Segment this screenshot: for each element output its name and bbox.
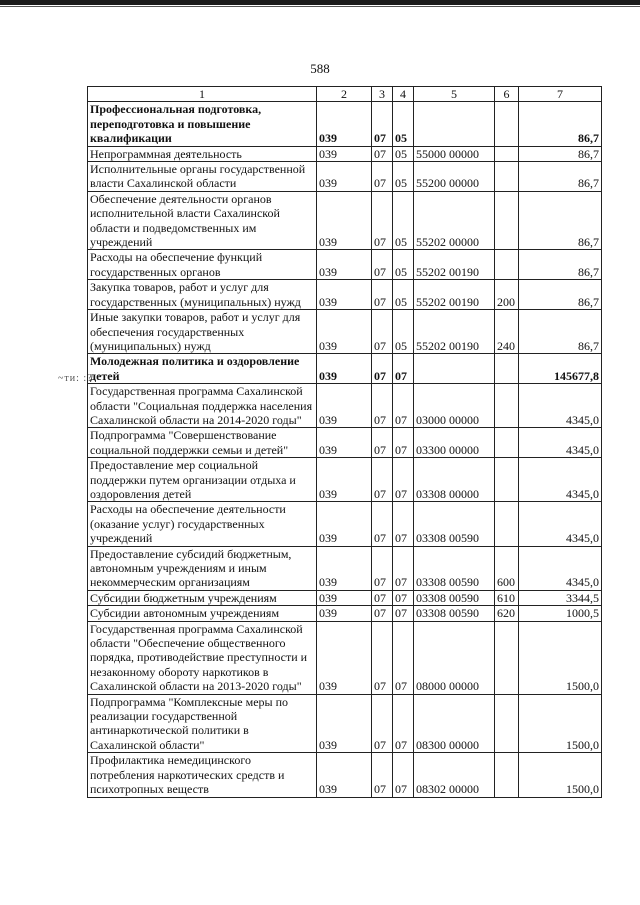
row-expense-type-cell — [495, 384, 519, 428]
column-header: 6 — [495, 87, 519, 102]
row-expense-type-cell: 600 — [495, 546, 519, 590]
page-number: 588 — [310, 61, 330, 76]
row-subsection-cell: 07 — [393, 753, 414, 797]
row-expense-type-cell — [495, 191, 519, 250]
row-amount-cell: 86,7 — [519, 191, 602, 250]
row-section-cell: 07 — [372, 191, 393, 250]
row-expense-type-cell — [495, 694, 519, 753]
row-code-cell: 039 — [317, 102, 372, 146]
row-name-cell: Иные закупки товаров, работ и услуг для обеспечения государственных (муниципальных) нужд — [88, 310, 317, 354]
row-code-cell: 039 — [317, 621, 372, 694]
row-code-cell: 039 — [317, 162, 372, 192]
row-subsection-cell: 05 — [393, 191, 414, 250]
row-name-cell: Закупка товаров, работ и услуг для государственных (муниципальных) нужд — [88, 280, 317, 310]
row-name-cell: Государственная программа Сахалинской области "Обеспечение общественного порядка, противодействие преступности и незаконному обороту наркотиков в Сахалинской области на 2013-2020 годы" — [88, 621, 317, 694]
row-expense-type-cell — [495, 146, 519, 161]
row-section-cell: 07 — [372, 146, 393, 161]
table-row — [88, 250, 602, 280]
row-code-cell: 039 — [317, 191, 372, 250]
row-subsection-cell: 07 — [393, 546, 414, 590]
row-amount-cell: 86,7 — [519, 280, 602, 310]
row-code-cell: 039 — [317, 546, 372, 590]
table-row — [88, 606, 602, 621]
table-row — [88, 146, 602, 161]
row-target-article-cell: 03308 00590 — [414, 590, 495, 605]
row-amount-cell: 4345,0 — [519, 546, 602, 590]
row-amount-cell: 4345,0 — [519, 502, 602, 546]
row-expense-type-cell: 240 — [495, 310, 519, 354]
table-row — [88, 502, 602, 546]
row-expense-type-cell: 610 — [495, 590, 519, 605]
row-expense-type-cell — [495, 102, 519, 146]
row-section-cell: 07 — [372, 354, 393, 384]
row-subsection-cell: 05 — [393, 250, 414, 280]
row-subsection-cell: 07 — [393, 621, 414, 694]
table-row — [88, 694, 602, 753]
row-expense-type-cell — [495, 753, 519, 797]
row-name-cell: Расходы на обеспечение деятельности (оказание услуг) государственных учреждений — [88, 502, 317, 546]
budget-table — [87, 86, 602, 798]
row-amount-cell: 1500,0 — [519, 621, 602, 694]
row-subsection-cell: 07 — [393, 590, 414, 605]
row-amount-cell: 86,7 — [519, 250, 602, 280]
row-name-cell: Подпрограмма "Комплексные меры по реализации государственной антинаркотической политики в Сахалинской области" — [88, 694, 317, 753]
row-name-cell: Подпрограмма "Совершенствование социальной поддержки семьи и детей" — [88, 428, 317, 458]
row-subsection-cell: 07 — [393, 354, 414, 384]
top-border-rule — [0, 0, 640, 5]
row-code-cell: 039 — [317, 753, 372, 797]
row-section-cell: 07 — [372, 546, 393, 590]
table-row — [88, 162, 602, 192]
column-header: 4 — [393, 87, 414, 102]
row-subsection-cell: 07 — [393, 694, 414, 753]
row-name-cell: Расходы на обеспечение функций государственных органов — [88, 250, 317, 280]
row-subsection-cell: 05 — [393, 146, 414, 161]
row-code-cell: 039 — [317, 310, 372, 354]
top-border-rule-thin — [0, 6, 640, 7]
row-amount-cell: 86,7 — [519, 310, 602, 354]
row-section-cell: 07 — [372, 753, 393, 797]
row-name-cell: Обеспечение деятельности органов исполнительной власти Сахалинской области и подведомственных им учреждений — [88, 191, 317, 250]
row-subsection-cell: 07 — [393, 384, 414, 428]
column-header: 1 — [88, 87, 317, 102]
table-row — [88, 590, 602, 605]
table-row — [88, 191, 602, 250]
row-code-cell: 039 — [317, 146, 372, 161]
row-subsection-cell: 05 — [393, 102, 414, 146]
row-amount-cell: 86,7 — [519, 146, 602, 161]
row-target-article-cell: 55202 00190 — [414, 280, 495, 310]
row-expense-type-cell — [495, 354, 519, 384]
row-subsection-cell: 07 — [393, 428, 414, 458]
row-expense-type-cell — [495, 250, 519, 280]
column-header: 5 — [414, 87, 495, 102]
row-subsection-cell: 07 — [393, 606, 414, 621]
row-target-article-cell: 08302 00000 — [414, 753, 495, 797]
row-section-cell: 07 — [372, 590, 393, 605]
row-amount-cell: 145677,8 — [519, 354, 602, 384]
row-name-cell: Предоставление субсидий бюджетным, автономным учреждениям и иным некоммерческим организациям — [88, 546, 317, 590]
row-amount-cell: 86,7 — [519, 162, 602, 192]
column-header: 7 — [519, 87, 602, 102]
table-row — [88, 753, 602, 797]
row-target-article-cell: 55000 00000 — [414, 146, 495, 161]
table-row — [88, 546, 602, 590]
row-target-article-cell: 03308 00000 — [414, 458, 495, 502]
row-target-article-cell: 03308 00590 — [414, 606, 495, 621]
row-name-cell: Профилактика немедицинского потребления наркотических средств и психотропных веществ — [88, 753, 317, 797]
row-amount-cell: 86,7 — [519, 102, 602, 146]
row-expense-type-cell: 620 — [495, 606, 519, 621]
row-section-cell: 07 — [372, 280, 393, 310]
row-expense-type-cell — [495, 621, 519, 694]
row-section-cell: 07 — [372, 428, 393, 458]
table-row — [88, 458, 602, 502]
row-target-article-cell: 55202 00190 — [414, 250, 495, 280]
row-amount-cell: 3344,5 — [519, 590, 602, 605]
row-name-cell: Профессиональная подготовка, переподготовка и повышение квалификации — [88, 102, 317, 146]
row-code-cell: 039 — [317, 502, 372, 546]
row-code-cell: 039 — [317, 590, 372, 605]
row-name-cell: Молодежная политика и оздоровление детей — [88, 354, 317, 384]
table-row — [88, 310, 602, 354]
row-code-cell: 039 — [317, 694, 372, 753]
row-section-cell: 07 — [372, 250, 393, 280]
row-code-cell: 039 — [317, 458, 372, 502]
row-name-cell: Непрограммная деятельность — [88, 146, 317, 161]
row-section-cell: 07 — [372, 384, 393, 428]
row-subsection-cell: 05 — [393, 310, 414, 354]
row-amount-cell: 4345,0 — [519, 384, 602, 428]
row-code-cell: 039 — [317, 428, 372, 458]
row-subsection-cell: 07 — [393, 502, 414, 546]
row-section-cell: 07 — [372, 102, 393, 146]
row-section-cell: 07 — [372, 502, 393, 546]
row-code-cell: 039 — [317, 384, 372, 428]
row-section-cell: 07 — [372, 621, 393, 694]
row-target-article-cell: 08000 00000 — [414, 621, 495, 694]
row-target-article-cell — [414, 102, 495, 146]
row-name-cell: Субсидии автономным учреждениям — [88, 606, 317, 621]
table-header-row — [88, 87, 602, 102]
row-target-article-cell: 03300 00000 — [414, 428, 495, 458]
row-code-cell: 039 — [317, 280, 372, 310]
column-header: 3 — [372, 87, 393, 102]
row-code-cell: 039 — [317, 606, 372, 621]
row-section-cell: 07 — [372, 606, 393, 621]
row-expense-type-cell — [495, 162, 519, 192]
row-target-article-cell: 55202 00000 — [414, 191, 495, 250]
table-row — [88, 280, 602, 310]
row-target-article-cell — [414, 354, 495, 384]
row-name-cell: Предоставление мер социальной поддержки путем организации отдыха и оздоровления детей — [88, 458, 317, 502]
row-expense-type-cell: 200 — [495, 280, 519, 310]
row-expense-type-cell — [495, 502, 519, 546]
row-section-cell: 07 — [372, 310, 393, 354]
row-target-article-cell: 03308 00590 — [414, 546, 495, 590]
row-amount-cell: 4345,0 — [519, 458, 602, 502]
table-body — [88, 102, 602, 797]
row-name-cell: Субсидии бюджетным учреждениям — [88, 590, 317, 605]
row-amount-cell: 1000,5 — [519, 606, 602, 621]
row-target-article-cell: 55200 00000 — [414, 162, 495, 192]
row-section-cell: 07 — [372, 694, 393, 753]
table-row — [88, 384, 602, 428]
table-row — [88, 354, 602, 384]
row-amount-cell: 4345,0 — [519, 428, 602, 458]
table-row — [88, 102, 602, 146]
margin-scan-mark: ~ти: :? — [58, 373, 93, 384]
row-section-cell: 07 — [372, 458, 393, 502]
row-subsection-cell: 05 — [393, 280, 414, 310]
row-code-cell: 039 — [317, 354, 372, 384]
row-target-article-cell: 03000 00000 — [414, 384, 495, 428]
column-header: 2 — [317, 87, 372, 102]
row-amount-cell: 1500,0 — [519, 694, 602, 753]
row-code-cell: 039 — [317, 250, 372, 280]
row-expense-type-cell — [495, 428, 519, 458]
row-section-cell: 07 — [372, 162, 393, 192]
row-amount-cell: 1500,0 — [519, 753, 602, 797]
table-row — [88, 621, 602, 694]
row-target-article-cell: 55202 00190 — [414, 310, 495, 354]
row-expense-type-cell — [495, 458, 519, 502]
row-subsection-cell: 07 — [393, 458, 414, 502]
table-row — [88, 428, 602, 458]
row-target-article-cell: 03308 00590 — [414, 502, 495, 546]
row-subsection-cell: 05 — [393, 162, 414, 192]
row-name-cell: Исполнительные органы государственной власти Сахалинской области — [88, 162, 317, 192]
row-target-article-cell: 08300 00000 — [414, 694, 495, 753]
row-name-cell: Государственная программа Сахалинской области "Социальная поддержка населения Сахалинской области на 2014-2020 годы" — [88, 384, 317, 428]
